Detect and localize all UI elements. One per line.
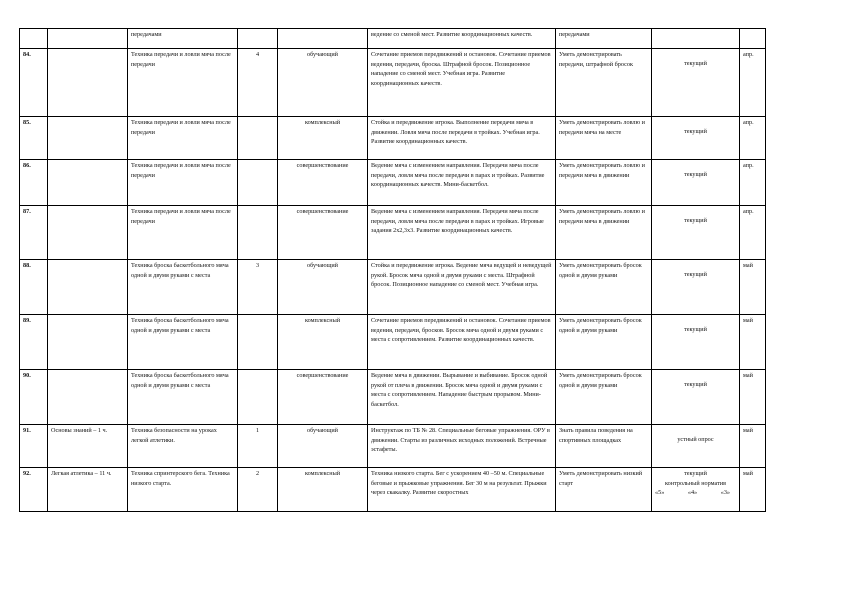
- lesson-number: 91.: [20, 425, 48, 468]
- grades: [655, 488, 736, 498]
- table-row: [20, 468, 766, 512]
- requirements-cell: Уметь демонстрировать передачи, штрафной бросок: [556, 49, 652, 117]
- month-cell: май: [740, 468, 766, 512]
- content-cell: ведение со сменой мест. Развитие координационных качеств.: [368, 29, 556, 49]
- lesson-type-cell: комплексный: [278, 468, 368, 512]
- grading-label: контрольный норматив: [664, 479, 727, 487]
- content-cell: Техника низкого старта. Бег с ускорением 40 –50 м. Специальные беговые и прыжковые упражнения. Бег 30 м на результат. Прыжки через скакалку. Развитие скоростных: [368, 468, 556, 512]
- hours-cell: 1: [238, 425, 278, 468]
- section-cell: Легкая атлетика – 11 ч.: [48, 468, 128, 512]
- content-cell: Стойка и передвижение игрока. Ведение мяча ведущей и неведущей рукой. Бросок мяча одной и двумя руками с места. Штрафной бросок. Позиционное нападение со сменой мест. Учебная игра.: [368, 260, 556, 315]
- requirements-cell: Уметь демонстрировать ловлю и передачи мяча в движении: [556, 206, 652, 260]
- lesson-number: 90.: [20, 370, 48, 425]
- lesson-number: 86.: [20, 160, 48, 206]
- lesson-number: [20, 29, 48, 49]
- lesson-type-cell: комплексный: [278, 117, 368, 160]
- month-cell: [740, 29, 766, 49]
- table-row: [20, 425, 766, 468]
- hours-cell: 3: [238, 260, 278, 315]
- month-cell: апр.: [740, 49, 766, 117]
- requirements-cell: Уметь демонстрировать ловлю и передачи мяча в движении: [556, 160, 652, 206]
- table-row: [20, 315, 766, 370]
- topic-cell: Техника передачи и ловли мяча после передачи: [128, 49, 238, 117]
- topic-cell: Техника броска баскетбольного мяча одной и двумя руками с места: [128, 370, 238, 425]
- topic-cell: передачами: [128, 29, 238, 49]
- topic-cell: Техника броска баскетбольного мяча одной и двумя руками с места: [128, 315, 238, 370]
- requirements-cell: Знать правила поведения на спортивных площадках: [556, 425, 652, 468]
- table-row: [20, 206, 766, 260]
- month-cell: апр.: [740, 206, 766, 260]
- section-cell: [48, 160, 128, 206]
- section-cell: [48, 117, 128, 160]
- content-cell: Стойка и передвижение игрока. Выполнение передачи мяча в движении. Ловля мяча после передачи в тройках. Учебная игра. Развитие координационных качеств.: [368, 117, 556, 160]
- hours-cell: [238, 117, 278, 160]
- hours-cell: [238, 160, 278, 206]
- lesson-number: 88.: [20, 260, 48, 315]
- grade-4: «4»: [687, 489, 698, 497]
- hours-cell: 4: [238, 49, 278, 117]
- grade-3: «3»: [720, 489, 730, 497]
- topic-cell: Техника передачи и ловли мяча после передачи: [128, 160, 238, 206]
- topic-cell: Техника передачи и ловли мяча после передачи: [128, 206, 238, 260]
- hours-cell: 2: [238, 468, 278, 512]
- control-type-cell: текущий: [652, 160, 740, 206]
- control-type-cell: [652, 29, 740, 49]
- requirements-cell: Уметь демонстрировать бросок одной и двумя руками: [556, 370, 652, 425]
- requirements-cell: Уметь демонстрировать бросок одной и двумя руками: [556, 260, 652, 315]
- topic-cell: Техника броска баскетбольного мяча одной и двумя руками с места: [128, 260, 238, 315]
- lesson-number: 87.: [20, 206, 48, 260]
- month-cell: май: [740, 425, 766, 468]
- section-cell: [48, 49, 128, 117]
- content-cell: Ведение мяча с изменением направления. Передачи мяча после передачи, ловля мяча после передачи в парах и тройках. Игровые задания 2х2,3х3. Развитие координационных качеств.: [368, 206, 556, 260]
- content-cell: Ведение мяча в движении. Вырывание и выбивание. Бросок одной рукой от плеча в движении. Бросок мяча одной и двумя руками с места с сопротивлением. Нападение быстрым прорывом. Мини-баскетбол.: [368, 370, 556, 425]
- control-type-cell: текущий: [652, 117, 740, 160]
- control-type-cell: [652, 468, 740, 512]
- section-cell: [48, 260, 128, 315]
- requirements-cell: Уметь демонстрировать низкий старт: [556, 468, 652, 512]
- table-row: [20, 29, 766, 49]
- topic-cell: Техника спринтерского бега. Техника низкого старта.: [128, 468, 238, 512]
- lesson-plan-table: [19, 28, 766, 512]
- lesson-type-cell: совершенствование: [278, 370, 368, 425]
- lesson-number: 85.: [20, 117, 48, 160]
- month-cell: май: [740, 260, 766, 315]
- table-row: [20, 260, 766, 315]
- content-cell: Сочетание приемов передвижений и остановок. Сочетание приемов ведения, передачи, бросков. Бросок мяча одной и двумя руками с места с сопротивлением. Развитие координационных качеств.: [368, 315, 556, 370]
- lesson-type-cell: обучающий: [278, 425, 368, 468]
- grade-5: «5»: [655, 489, 665, 497]
- lesson-number: 84.: [20, 49, 48, 117]
- table-row: [20, 49, 766, 117]
- lesson-type-cell: комплексный: [278, 315, 368, 370]
- content-cell: Ведение мяча с изменением направления. Передачи мяча после передачи, ловля мяча после передачи в парах и тройках. Развитие координационных качеств. Мини-баскетбол.: [368, 160, 556, 206]
- section-cell: [48, 206, 128, 260]
- control-type-cell: текущий: [652, 370, 740, 425]
- hours-cell: [238, 315, 278, 370]
- control-type-cell: текущий: [652, 260, 740, 315]
- lesson-number: 92.: [20, 468, 48, 512]
- control-type-cell: текущий: [652, 315, 740, 370]
- section-cell: [48, 29, 128, 49]
- control-type-text: текущий: [684, 470, 707, 477]
- hours-cell: [238, 370, 278, 425]
- section-cell: [48, 315, 128, 370]
- control-type-cell: текущий: [652, 206, 740, 260]
- content-cell: Инструктаж по ТБ № 28. Специальные беговые упражнения. ОРУ в движении. Старты из различных исходных положений. Встречные эстафеты.: [368, 425, 556, 468]
- requirements-cell: Уметь демонстрировать бросок одной и двумя руками: [556, 315, 652, 370]
- month-cell: апр.: [740, 160, 766, 206]
- control-type-cell: текущий: [652, 49, 740, 117]
- hours-cell: [238, 29, 278, 49]
- requirements-cell: передачами: [556, 29, 652, 49]
- lesson-type-cell: совершенствование: [278, 160, 368, 206]
- control-type-cell: устный опрос: [652, 425, 740, 468]
- month-cell: май: [740, 315, 766, 370]
- month-cell: апр.: [740, 117, 766, 160]
- lesson-type-cell: обучающий: [278, 260, 368, 315]
- table-row: [20, 117, 766, 160]
- requirements-cell: Уметь демонстрировать ловлю и передачи мяча на месте: [556, 117, 652, 160]
- table-row: [20, 370, 766, 425]
- topic-cell: Техника безопасности на уроках легкой атлетики.: [128, 425, 238, 468]
- content-cell: Сочетание приемов передвижений и остановок. Сочетание приемов ведения, передачи, броска. Штрафной бросок. Позиционное нападение со сменой мест. Учебная игра. Развитие координационных качеств.: [368, 49, 556, 117]
- topic-cell: Техника передачи и ловли мяча после передачи: [128, 117, 238, 160]
- section-cell: Основы знаний – 1 ч.: [48, 425, 128, 468]
- table-row: [20, 160, 766, 206]
- lesson-type-cell: [278, 29, 368, 49]
- hours-cell: [238, 206, 278, 260]
- month-cell: май: [740, 370, 766, 425]
- section-cell: [48, 370, 128, 425]
- lesson-number: 89.: [20, 315, 48, 370]
- lesson-type-cell: совершенствование: [278, 206, 368, 260]
- lesson-type-cell: обучающий: [278, 49, 368, 117]
